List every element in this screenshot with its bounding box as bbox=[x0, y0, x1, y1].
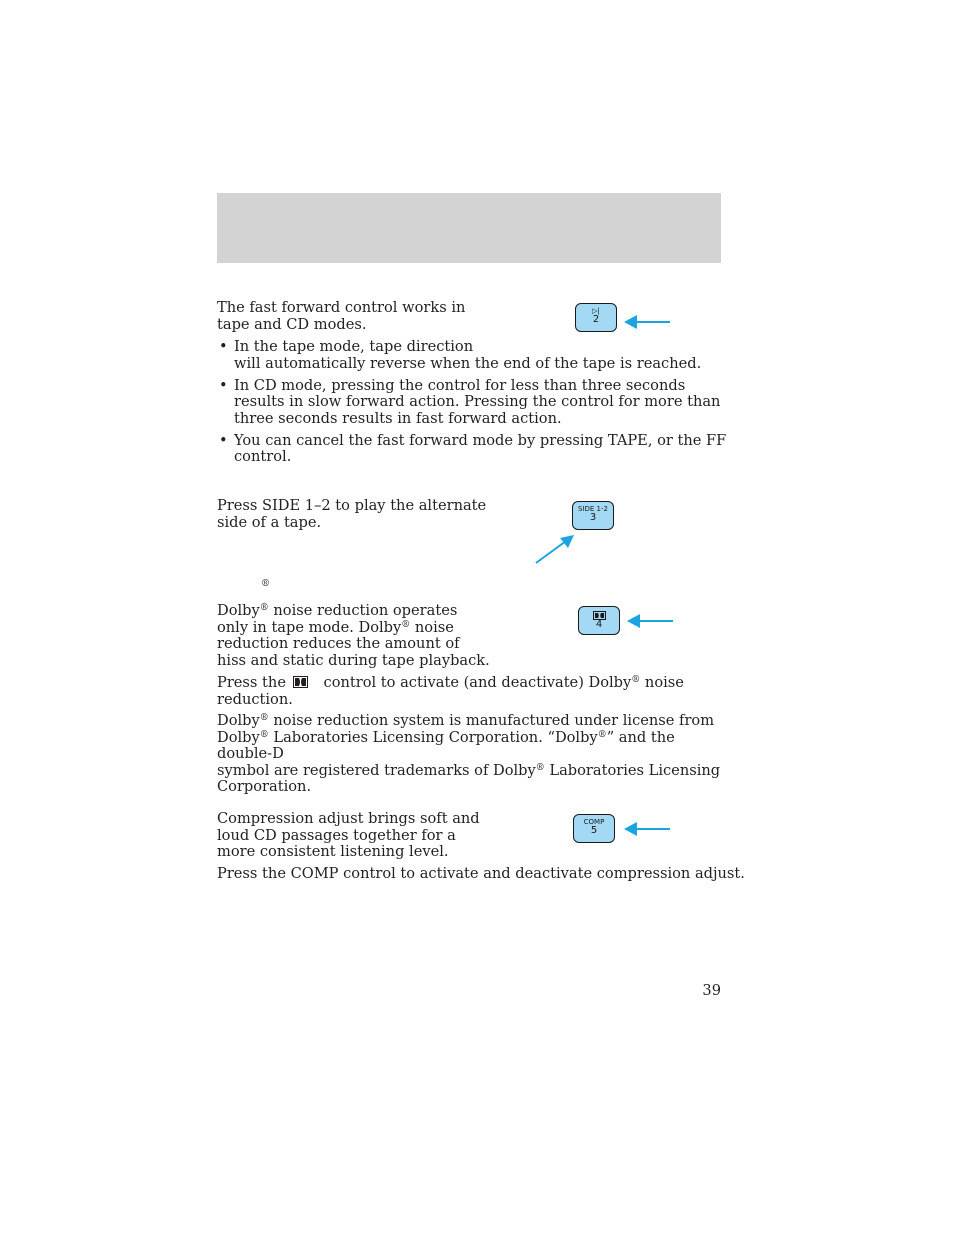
arrow-left-icon bbox=[622, 821, 672, 837]
ff-intro: The fast forward control works in tape and CD modes. bbox=[217, 299, 466, 333]
header-band bbox=[217, 193, 721, 263]
list-item: • You can cancel the fast forward mode by pressing TAPE, or the FF control. bbox=[217, 433, 727, 466]
page-number: 39 bbox=[702, 982, 721, 999]
double-d-icon bbox=[293, 676, 308, 688]
dolby-description: Dolby® noise reduction operates only in tape mode. Dolby® noise reduction reduces the amount of hiss and static during tape playback. bbox=[217, 602, 490, 669]
ff-button-icon: ▷| bbox=[592, 307, 600, 315]
dolby-heading-registered-mark: ® bbox=[261, 579, 270, 589]
list-item: • In CD mode, pressing the control for less than three seconds results in slow forward action. Pressing the control for more than three seconds results in fast forward action. bbox=[217, 378, 727, 428]
arrow-up-right-icon bbox=[533, 532, 577, 566]
ff-button-2[interactable]: ▷| 2 bbox=[575, 303, 617, 332]
side-button-3[interactable]: SIDE 1-2 3 bbox=[572, 501, 614, 530]
ff-bullet-list bbox=[217, 339, 727, 471]
arrow-left-icon bbox=[622, 314, 672, 330]
list-item: • In the tape mode, tape direction will automatically reverse when the end of the tape is reached. bbox=[217, 339, 727, 372]
comp-description: Compression adjust brings soft and loud CD passages together for a more consistent listening level. bbox=[217, 810, 480, 860]
dolby-button-4[interactable]: 4 bbox=[578, 606, 620, 635]
comp-press-instruction: Press the COMP control to activate and deactivate compression adjust. bbox=[217, 865, 745, 882]
arrow-left-icon bbox=[625, 613, 675, 629]
dolby-press-instruction: Press the control to activate (and deactivate) Dolby® noise reduction. bbox=[217, 674, 684, 708]
side-description: Press SIDE 1–2 to play the alternate side of a tape. bbox=[217, 497, 487, 531]
comp-button-5[interactable]: COMP 5 bbox=[573, 814, 615, 843]
dolby-license-notice: Dolby® noise reduction system is manufactured under license from Dolby® Laboratories Licensing Corporation. “Dolby®” and the double-D symbol are registered trademarks of Dolby® Laboratories Licensing Corporation. bbox=[217, 712, 721, 795]
